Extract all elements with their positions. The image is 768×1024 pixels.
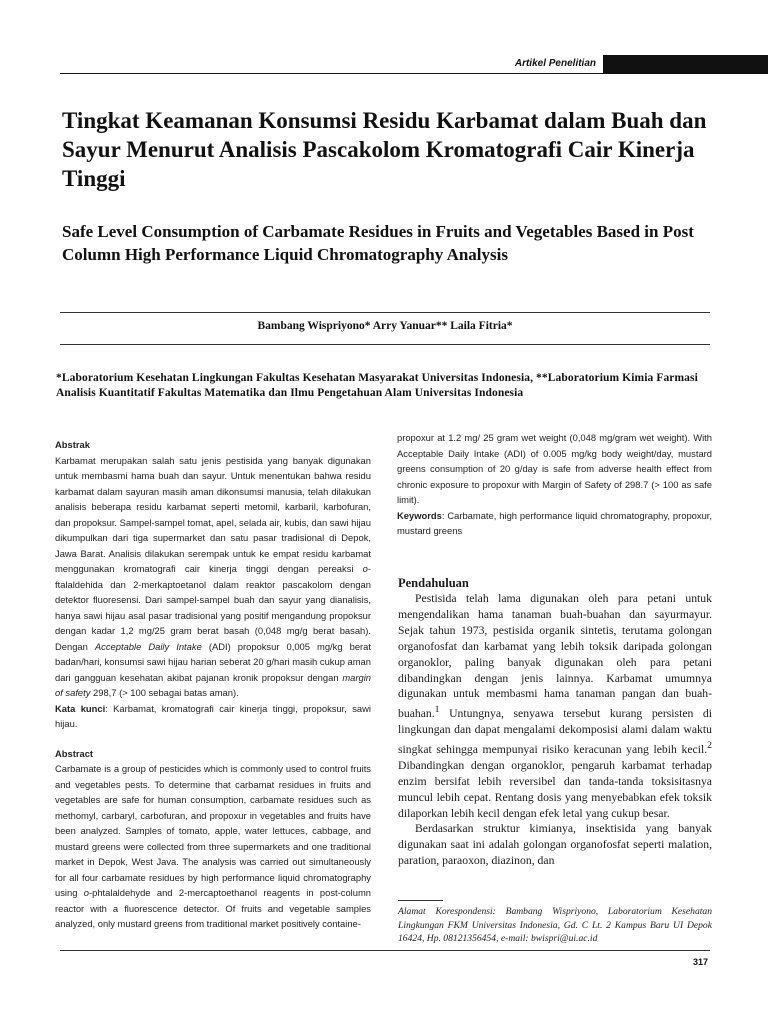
footer-rule (60, 950, 710, 951)
left-column (55, 437, 371, 932)
abstrak-heading: Abstrak (55, 439, 90, 450)
pendahuluan-p1: Pestisida telah lama digunakan oleh para petani untuk mengendalikan hama tanaman buah-buahan dan sayurmayur. Sejak tahun 1973, pestisida organik sintetis, terutama golongan organofosfat dan karbamat yang lebih toksik daripada golongan organoklor, paling banyak digunakan oleh para petani dibandingkan dengan jenis lainnya. Karbamat umumnya digunakan untuk membasmi hama tanaman pangan dan buah-buahan.$^1$ Untungnya, senyawa tersebut kurang persisten di lingkungan dan dapat mengalami dekomposisi alami dalam waktu singkat sehingga mempunyai risiko keracunan yang lebih kecil.$^2$ Dibandingkan dengan organoklor, pengaruh karbamat terhadap enzim bersifat lebih reversibel dan tanda-tanda toksisitasnya muncul lebih cepat. Rentang dosis yang menyebabkan efek toksik dilaporkan lebih kecil dengan efek letal yang cukup besar. (398, 592, 712, 820)
keywords: Keywords: Carbamate, high performance liquid chromatography, propoxur, mustard greens (397, 509, 712, 536)
abstrak-text: Karbamat merupakan salah satu jenis pestisida yang banyak digunakan untuk membasmi hama buah dan sayur. Untuk menentukan bahwa residu karbamat dalam sayuran masih aman dikonsumsi manusia, telah dilakukan analisis beberapa residu karbamat seperti metomil, karbaril, karbofuran, dan propoksur. Sampel-sampel tomat, apel, selada air, kubis, dan sawi hijau dikumpulkan dari tiga supermarket dan satu pasar tradisional di Depok, Jawa Barat. Analisis dilakukan serempak untuk ke empat residu karbamat menggunakan kromatografi cair kinerja tinggi dengan pereaksi o-ftalaldehida dan 2-merkaptoetanol dalam reaktor pascakolom dengan detektor fluoresensi. Dari sampel-sampel buah dan sayur yang dianalisis, hanya sawi hijau asal pasar tradisional yang positif mengandung propoksur dengan kadar 1,2 mg/25 gram berat basah (0,048 mg/g berat basah). Dengan Acceptable Daily Intake (ADI) propoksur 0,005 mg/kg berat badan/hari, konsumsi sawi hijau harian seberat 20 g/hari masih cukup aman dari gangguan kesehatan akibat pajanan kronik propoksur dengan margin of safety 298,7 (> 100 sebagai batas aman). (55, 454, 371, 698)
authors-rule-top (60, 312, 710, 313)
header-rule (60, 73, 768, 74)
section-label: Artikel Penelitian (514, 58, 596, 69)
pendahuluan-p2: Berdasarkan struktur kimianya, insektisida yang banyak digunakan saat ini adalah golongan organofosfat seperti malation, paration, paraoxon, diazinon, dan (398, 822, 712, 868)
correspondence: Alamat Korespondensi: Bambang Wispriyono, Laboratorium Kesehatan Lingkungan FKM Universitas Indonesia, Gd. C Lt. 2 Kampus Baru UI Depok 16424, Hp. 08121356454, e-mail: bwispri@ui.ac.id (398, 906, 712, 944)
abstract-text-continued: propoxur at 1.2 mg/ 25 gram wet weight (0,048 mg/gram wet weight). With Acceptable Daily Intake (ADI) of 0.005 mg/kg body weight/day, mustard greens consumption of 20 g/day is safe from adverse health effect from chronic exposure to propoxur with Margin of Safety of 298.7 (> 100 as safe limit). (397, 432, 712, 505)
affiliation: *Laboratorium Kesehatan Lingkungan Fakultas Kesehatan Masyarakat Universitas Indonesia, **Laboratorium Kimia Farmasi Analisis Kuantitatif Fakultas Matematika dan Ilmu Pengetahuan Alam Universitas Indonesia (56, 372, 698, 399)
kata-kunci: Kata kunci: Karbamat, kromatografi cair kinerja tinggi, propoksur, sawi hijau. (55, 702, 371, 729)
right-column-top (397, 430, 712, 539)
pendahuluan-body (398, 591, 712, 869)
abstract-heading: Abstract (55, 747, 94, 759)
pendahuluan-heading: Pendahuluan (398, 576, 469, 590)
article-title: Tingkat Keamanan Konsumsi Residu Karbamat dalam Buah dan Sayur Menurut Analisis Pascakolom Kromatografi Cair Kinerja Tinggi (62, 108, 707, 191)
header-bar (603, 55, 768, 73)
authors-rule-bottom (60, 344, 710, 345)
authors: Bambang Wispriyono* Arry Yanuar** Laila Fitria* (257, 320, 513, 332)
article-subtitle: Safe Level Consumption of Carbamate Residues in Fruits and Vegetables Based in Post Column High Performance Liquid Chromatography Analysis (62, 222, 694, 264)
page-number: 317 (692, 957, 708, 967)
correspondence-rule (398, 900, 443, 901)
abstract-text: Carbamate is a group of pesticides which is commonly used to control fruits and vegetables pests. To determine that carbamat residues in fruits and vegetables are safe for human consumption, carbamate residues such as methomyl, carbaryl, carbofuran, and propoxur in vegetables and fruits have been analyzed. Samples of tomato, apple, water lettuces, cabbage, and mustard greens were collected from three supermarkets and one traditional market in Depok, West Java. The analysis was carried out simultaneously for all four carbamate residues by high performance liquid chromatography using o-phtalaldehyde and 2-mercaptoethanol reagents in post-column reactor with a fluorescence detector. Of fruits and vegetable samples analyzed, only mustard greens from traditional market positively containe- (55, 763, 371, 929)
